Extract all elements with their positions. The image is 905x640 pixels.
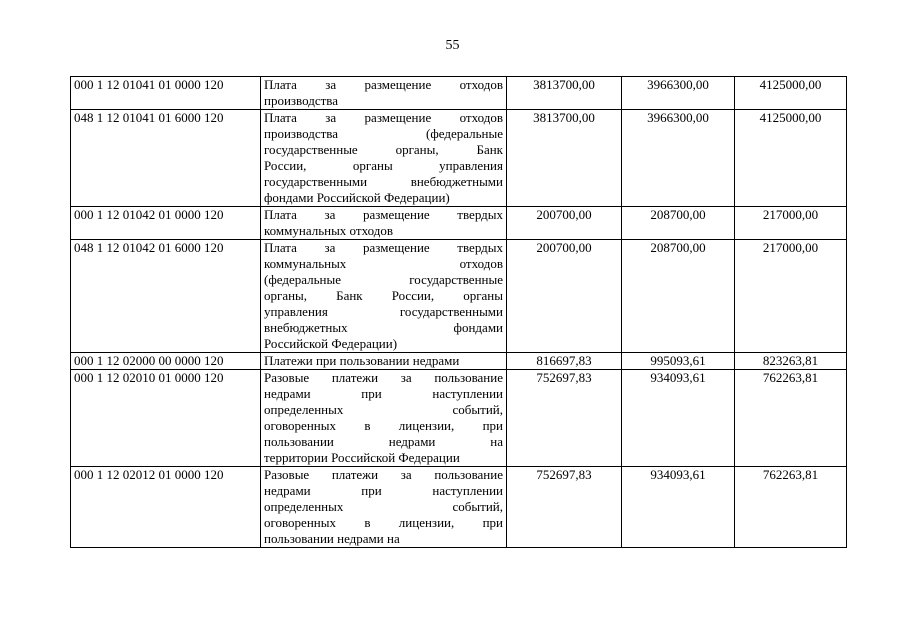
- budget-classification-code: 048 1 12 01042 01 6000 120: [71, 240, 261, 353]
- amount-cell-1: 752697,83: [507, 370, 622, 467]
- table-row: [71, 353, 847, 370]
- description-line: Плата за размещение отходов: [264, 77, 503, 92]
- description-line: (федеральные государственные: [264, 272, 503, 287]
- description-line: управления государственными: [264, 304, 503, 319]
- description-line: Плата за размещение твердых: [264, 240, 503, 255]
- amount-cell-2: 934093,61: [622, 467, 735, 548]
- budget-classification-code: 000 1 12 02012 01 0000 120: [71, 467, 261, 548]
- budget-classification-code: 000 1 12 01041 01 0000 120: [71, 77, 261, 110]
- description-line: производства (федеральные: [264, 126, 503, 141]
- page-number: 55: [445, 38, 460, 53]
- description-line: Российской Федерации): [264, 336, 398, 351]
- amount-cell-2: 934093,61: [622, 370, 735, 467]
- budget-revenue-table: [70, 76, 847, 548]
- description-line: фондами Российской Федерации): [264, 190, 450, 205]
- description-line: Плата за размещение твердых: [264, 207, 503, 222]
- description-line: Разовые платежи за пользование: [264, 370, 503, 385]
- table-row: [71, 77, 847, 110]
- table-row: [71, 110, 847, 207]
- revenue-description: [261, 240, 507, 353]
- description-line: Разовые платежи за пользование: [264, 467, 503, 482]
- revenue-description: [261, 467, 507, 548]
- budget-classification-code: 000 1 12 02000 00 0000 120: [71, 353, 261, 370]
- description-line: коммунальных отходов: [264, 256, 503, 271]
- amount-cell-2: 208700,00: [622, 240, 735, 353]
- description-line: определенных событий,: [264, 499, 503, 514]
- revenue-description: [261, 353, 507, 370]
- description-line: оговоренных в лицензии, при: [264, 418, 503, 433]
- description-line: оговоренных в лицензии, при: [264, 515, 503, 530]
- description-line: недрами при наступлении: [264, 386, 503, 401]
- table-row: [71, 207, 847, 240]
- table-row: [71, 467, 847, 548]
- description-line: недрами при наступлении: [264, 483, 503, 498]
- description-line: государственными внебюджетными: [264, 174, 503, 189]
- amount-cell-3: 4125000,00: [735, 77, 847, 110]
- description-line: коммунальных отходов: [264, 223, 393, 238]
- amount-cell-3: 762263,81: [735, 467, 847, 548]
- amount-cell-3: 217000,00: [735, 207, 847, 240]
- amount-cell-1: 3813700,00: [507, 77, 622, 110]
- revenue-description: [261, 77, 507, 110]
- description-line: государственные органы, Банк: [264, 142, 503, 157]
- description-line: территории Российской Федерации: [264, 450, 460, 465]
- amount-cell-1: 200700,00: [507, 207, 622, 240]
- amount-cell-2: 995093,61: [622, 353, 735, 370]
- amount-cell-1: 200700,00: [507, 240, 622, 353]
- description-line: России, органы управления: [264, 158, 503, 173]
- description-line: производства: [264, 93, 339, 108]
- amount-cell-2: 3966300,00: [622, 110, 735, 207]
- amount-cell-1: 3813700,00: [507, 110, 622, 207]
- revenue-description: [261, 207, 507, 240]
- revenue-description: [261, 110, 507, 207]
- amount-cell-2: 3966300,00: [622, 77, 735, 110]
- amount-cell-3: 4125000,00: [735, 110, 847, 207]
- description-line: Платежи при пользовании недрами: [264, 353, 460, 368]
- budget-classification-code: 000 1 12 02010 01 0000 120: [71, 370, 261, 467]
- revenue-description: [261, 370, 507, 467]
- description-line: пользовании недрами на: [264, 434, 503, 449]
- description-line: органы, Банк России, органы: [264, 288, 503, 303]
- description-line: внебюджетных фондами: [264, 320, 503, 335]
- budget-classification-code: 048 1 12 01041 01 6000 120: [71, 110, 261, 207]
- amount-cell-3: 217000,00: [735, 240, 847, 353]
- description-line: пользовании недрами на: [264, 531, 400, 546]
- amount-cell-2: 208700,00: [622, 207, 735, 240]
- description-line: определенных событий,: [264, 402, 503, 417]
- amount-cell-3: 823263,81: [735, 353, 847, 370]
- budget-classification-code: 000 1 12 01042 01 0000 120: [71, 207, 261, 240]
- table-row: [71, 370, 847, 467]
- description-line: Плата за размещение отходов: [264, 110, 503, 125]
- table-row: [71, 240, 847, 353]
- amount-cell-1: 816697,83: [507, 353, 622, 370]
- amount-cell-1: 752697,83: [507, 467, 622, 548]
- amount-cell-3: 762263,81: [735, 370, 847, 467]
